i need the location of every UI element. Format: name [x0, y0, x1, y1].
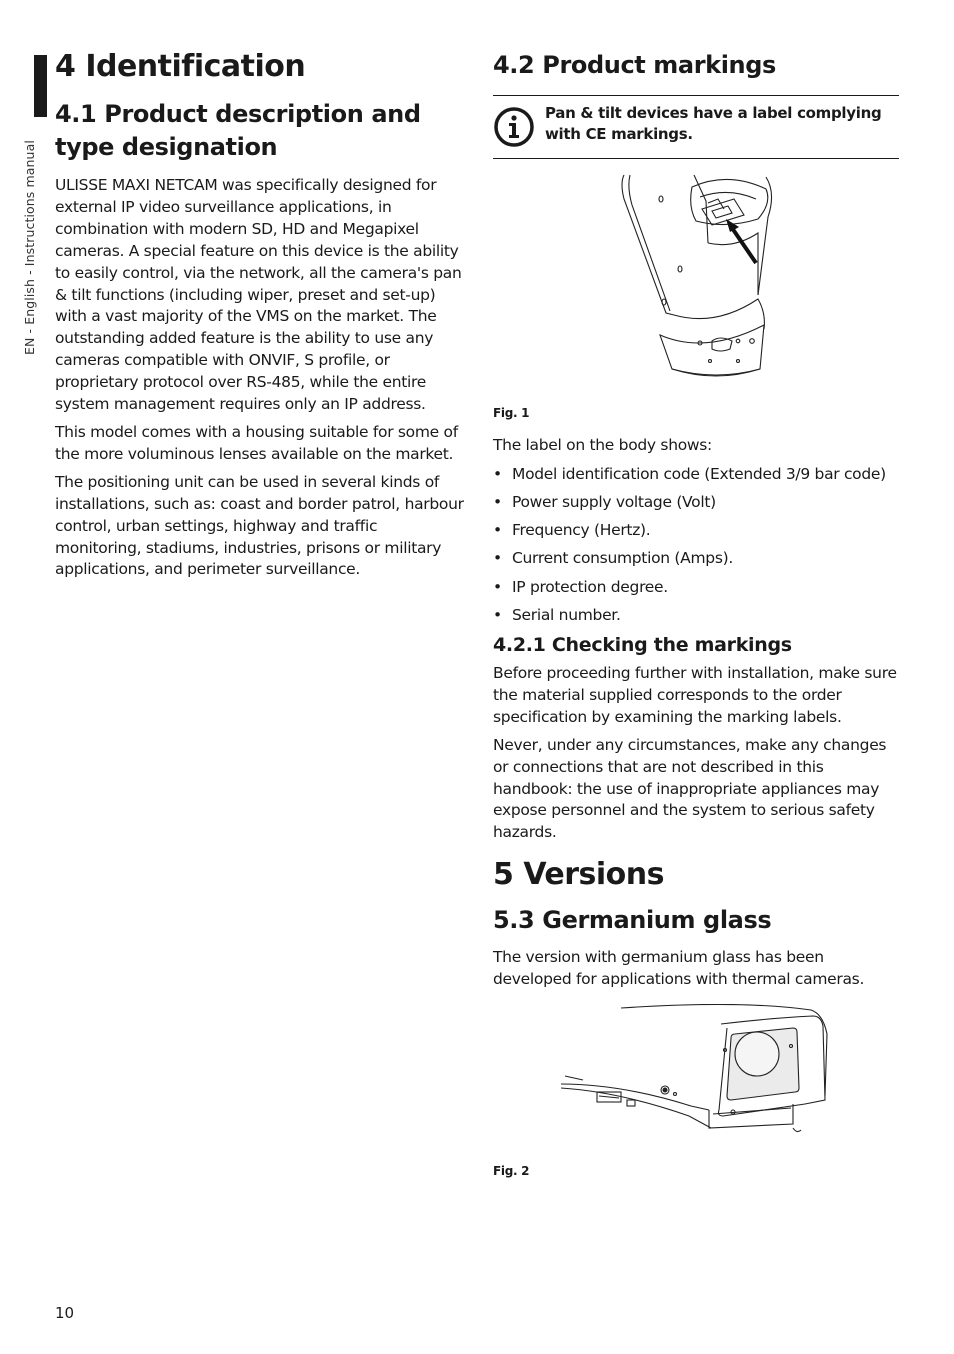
list-item: • Model identification code (Extended 3/9 bar code): [493, 464, 886, 483]
figure-2-caption: Fig. 2: [493, 1164, 530, 1179]
chapter-title-versions: 5 Versions: [493, 857, 665, 893]
figure-1-pan-tilt-label: [616, 173, 776, 383]
list-item: • Frequency (Hertz).: [493, 521, 651, 540]
figure-1-caption: Fig. 1: [493, 406, 530, 420]
section-title-product-markings: 4.2 Product markings: [493, 51, 776, 79]
subsection-title-checking-markings: 4.2.1 Checking the markings: [493, 634, 792, 657]
info-note: [493, 95, 899, 159]
figure-2-germanium-housing: [561, 1004, 831, 1138]
chapter-title-identification: 4 Identification: [55, 49, 306, 84]
right-column: [493, 48, 899, 1183]
germanium-paragraph: The version with germanium glass has been developed for applications with thermal cameras.: [493, 948, 865, 989]
list-item: • Serial number.: [493, 605, 621, 624]
info-icon: [493, 106, 535, 148]
checking-paragraph-2: Never, under any circumstances, make any changes or connections that are not described in this handbook: the use of inappropriate appliances may expose personnel and the system to serious safety hazards.: [493, 735, 887, 842]
description-paragraph-1: ULISSE MAXI NETCAM was specifically designed for external IP video surveillance applications, in combination with modern SD, HD and Megapixel cameras. A special feature on this device is the ability to easily control, via the network, all the camera's pan & tilt functions (including wiper, preset and set-up) with a vast majority of the VMS on the market. The outstanding added feature is the ability to use any cameras compatible with ONVIF, S profile, or proprietary protocol over RS-485, while the entire system management requires only an IP address.: [55, 176, 462, 414]
description-paragraph-2: This model comes with a housing suitable for some of the more voluminous lenses available on the market.: [55, 422, 458, 463]
section-title-product-description: 4.1 Product description and type designation: [55, 100, 421, 161]
list-item: • IP protection degree.: [493, 577, 668, 596]
list-item: • Current consumption (Amps).: [493, 549, 733, 568]
chapter-marker-bar: [34, 55, 47, 117]
left-column: [55, 48, 465, 581]
list-item: • Power supply voltage (Volt): [493, 493, 716, 512]
label-contents-list: [493, 464, 899, 627]
sidebar-manual-label: EN - English - Instructions manual: [22, 140, 37, 355]
checking-paragraph-1: Before proceeding further with installation, make sure the material supplied corresponds to the order specification by examining the marking labels.: [493, 664, 897, 726]
page-number: 10: [55, 1304, 75, 1322]
description-paragraph-3: The positioning unit can be used in several kinds of installations, such as: coast and border patrol, harbour control, urban settings, highway and traffic monitoring, stadiums, industries, prisons or military applications, and perimeter surveillance.: [55, 472, 464, 579]
note-text: Pan & tilt devices have a label complying with CE markings.: [545, 104, 882, 143]
section-title-germanium-glass: 5.3 Germanium glass: [493, 906, 772, 935]
label-intro: The label on the body shows:: [493, 435, 712, 454]
